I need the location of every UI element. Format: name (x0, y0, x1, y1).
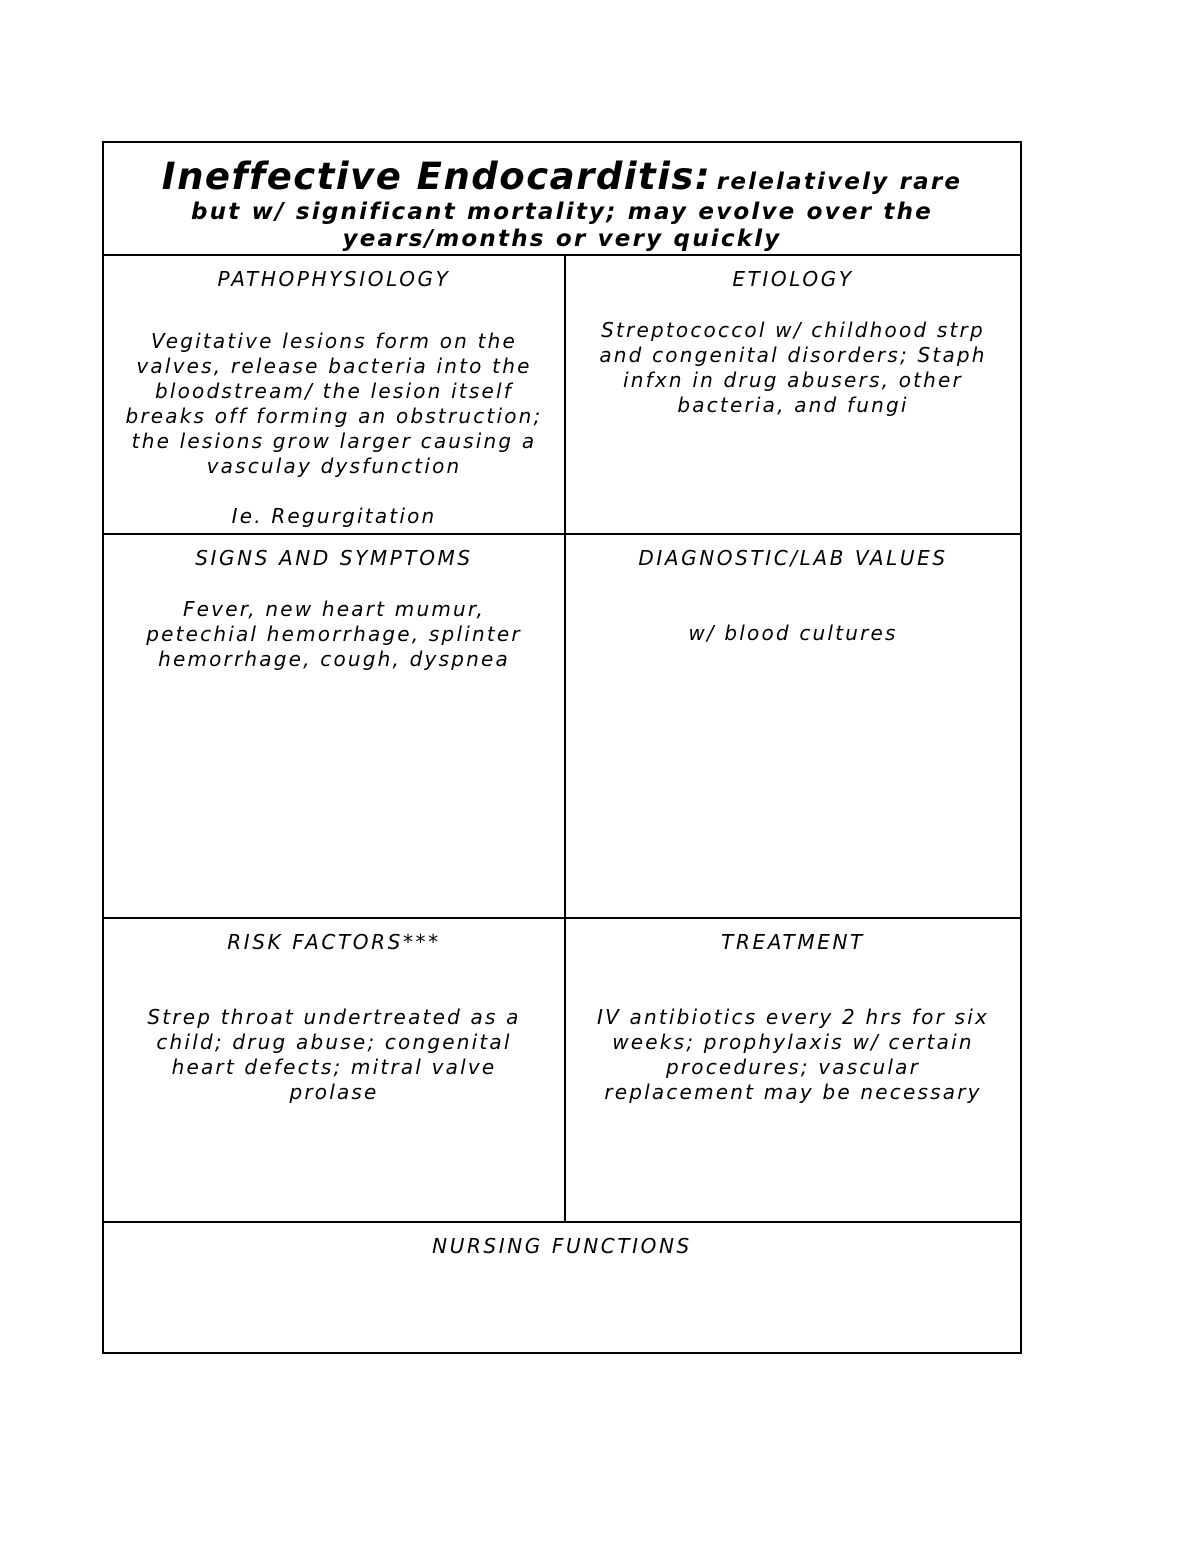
diagnostic-heading: DIAGNOSTIC/LAB VALUES (638, 546, 948, 570)
text-line: hemorrhage, cough, dyspnea (158, 647, 510, 671)
text-line: procedures; vascular (665, 1055, 921, 1079)
etiology-text (574, 318, 1012, 418)
text-line: Vegitative lesions form on the (150, 329, 518, 353)
text-line: replacement may be necessary (604, 1080, 982, 1104)
signs-symptoms-heading: SIGNS AND SYMPTOMS (195, 546, 473, 570)
title-main: Ineffective Endocarditis: (161, 155, 712, 198)
title-subtitle-line-3: years/months or very quickly (342, 226, 782, 252)
text-line: child; drug abuse; congenital (156, 1030, 512, 1054)
nursing-functions-heading: NURSING FUNCTIONS (432, 1234, 692, 1258)
care-plan-table (102, 141, 1022, 1354)
row-signs-diagnostic (104, 535, 1020, 919)
risk-factors-heading: RISK FACTORS*** (227, 930, 441, 954)
diagnostic-cell (566, 535, 1020, 917)
text-line: the lesions grow larger causing a (131, 429, 537, 453)
text-line: weeks; prophylaxis w/ certain (612, 1030, 974, 1054)
text-line: vasculay dysfunction (206, 454, 462, 478)
text-line: w/ blood cultures (688, 621, 898, 645)
text-line: and congenital disorders; Staph (599, 343, 987, 367)
pathophysiology-heading: PATHOPHYSIOLOGY (217, 267, 451, 291)
text-line: bacteria, and fungi (677, 393, 909, 417)
risk-factors-cell (104, 919, 566, 1221)
title-subtitle-line-2: but w/ significant mortality; may evolve over the (191, 199, 933, 225)
signs-symptoms-text (112, 597, 556, 672)
treatment-heading: TREATMENT (721, 930, 865, 954)
text-line: prolase (289, 1080, 379, 1104)
diagnostic-text (574, 621, 1012, 646)
text-line: petechial hemorrhage, splinter (146, 622, 522, 646)
text-line: Streptococcol w/ childhood strp (601, 318, 985, 342)
document-title (104, 155, 1020, 253)
text-line: Strep throat undertreated as a (147, 1005, 521, 1029)
treatment-cell (566, 919, 1020, 1221)
treatment-text (574, 1005, 1012, 1105)
text-line: infxn in drug abusers, other (623, 368, 963, 392)
row-pathophysiology-etiology (104, 256, 1020, 535)
etiology-cell (566, 256, 1020, 533)
text-line: valves, release bacteria into the (136, 354, 532, 378)
text-line: bloodstream/ the lesion itself (154, 379, 514, 403)
example-line: Ie. Regurgitation (231, 504, 437, 528)
text-line: Fever, new heart mumur, (182, 597, 486, 621)
pathophysiology-cell (104, 256, 566, 533)
row-risk-treatment (104, 919, 1020, 1223)
row-nursing-functions (104, 1223, 1020, 1352)
text-line: breaks off forming an obstruction; (125, 404, 543, 428)
title-row (104, 143, 1020, 256)
nursing-functions-cell (104, 1223, 1020, 1352)
risk-factors-text (112, 1005, 556, 1105)
title-subtitle-inline: relelatively rare (716, 169, 963, 195)
pathophysiology-text (112, 329, 556, 529)
text-line: IV antibiotics every 2 hrs for six (596, 1005, 990, 1029)
etiology-heading: ETIOLOGY (732, 267, 854, 291)
signs-symptoms-cell (104, 535, 566, 917)
text-line: heart defects; mitral valve (171, 1055, 497, 1079)
